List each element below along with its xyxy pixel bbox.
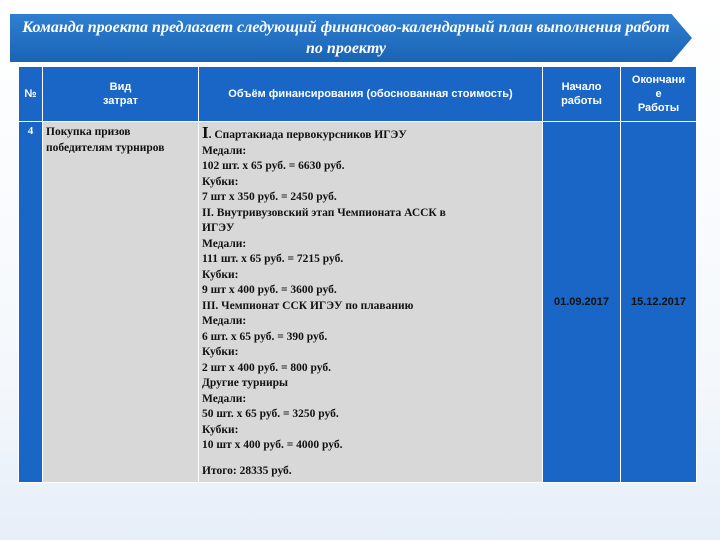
funding-line: Медали:	[202, 392, 247, 405]
funding-line: I. Спартакиада первокурсников ИГЭУ	[202, 123, 407, 142]
funding-line: 111 шт. х 65 руб. = 7215 руб.	[202, 253, 344, 265]
funding-line: 7 шт х 350 руб. = 2450 руб.	[202, 191, 337, 203]
header-end-line2: е	[655, 88, 662, 100]
funding-line: 50 шт. х 65 руб. = 3250 руб.	[202, 408, 339, 420]
header-cost-type-line2: затрат	[102, 95, 139, 107]
funding-line: 6 шт. х 65 руб. = 390 руб.	[202, 330, 328, 343]
slide-title: Команда проекта предлагает следующий финансово-календарный план выполнения работ по проекту	[22, 19, 670, 57]
row-end-date: 15.12.2017	[621, 122, 697, 483]
funding-line: Медали:	[202, 144, 247, 157]
header-end	[621, 67, 697, 122]
header-cost-type-line1: Вид	[109, 81, 132, 93]
header-cost-type	[43, 67, 199, 122]
row-funding-details	[199, 122, 543, 483]
header-num: №	[19, 67, 43, 122]
funding-line: Другие турниры	[202, 377, 289, 389]
header-end-line1: Окончани	[631, 74, 686, 86]
funding-line: Кубки:	[202, 423, 239, 436]
funding-line: 2 шт х 400 руб. = 800 руб.	[202, 361, 331, 374]
funding-line: Медали:	[202, 315, 247, 327]
row-start-date: 01.09.2017	[543, 122, 621, 483]
row-cost-type: Покупка призов победителям турниров	[43, 122, 199, 483]
header-start-line2: работы	[561, 95, 602, 107]
funding-line: ИГЭУ	[202, 222, 235, 234]
table-row	[19, 122, 697, 483]
table-header-row	[19, 67, 697, 122]
funding-line: Кубки:	[202, 346, 239, 358]
funding-line: Кубки:	[202, 175, 239, 188]
header-end-line3: Работы	[637, 102, 680, 114]
row-num: 4	[19, 122, 43, 483]
funding-line: 10 шт х 400 руб. = 4000 руб.	[202, 439, 343, 451]
funding-line: Кубки:	[202, 268, 239, 281]
funding-line: III. Чемпионат ССК ИГЭУ по плаванию	[202, 299, 414, 312]
funding-total: Итого: 28335 руб.	[202, 464, 292, 477]
finance-plan-table	[18, 66, 697, 483]
header-start	[543, 67, 621, 122]
funding-line: II. Внутривузовский этап Чемпионата АССК в	[202, 206, 446, 219]
funding-line: 9 шт х 400 руб. = 3600 руб.	[202, 284, 337, 296]
funding-line: Медали:	[202, 237, 247, 250]
spacer	[202, 454, 539, 464]
funding-line: 102 шт. х 65 руб. = 6630 руб.	[202, 160, 345, 172]
header-funding-volume: Объём финансирования (обоснованная стоимость)	[199, 67, 543, 122]
header-start-line1: Начало	[561, 81, 602, 93]
